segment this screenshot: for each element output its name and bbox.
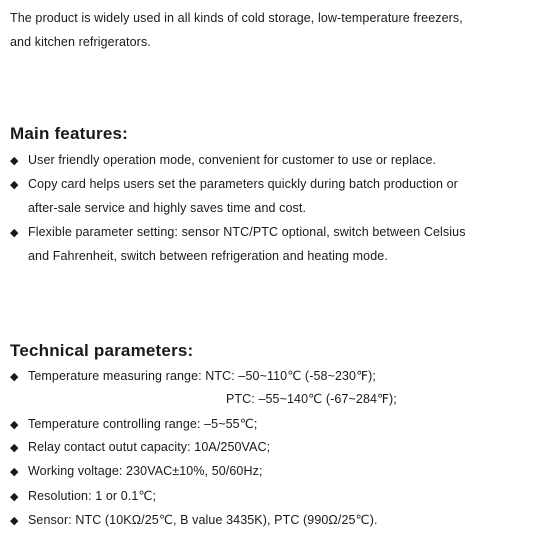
feature-item-2-continued: after-sale service and highly saves time and cost. [28,201,307,215]
tech-item-1 [10,368,376,383]
tech-item-3 [10,440,270,454]
bullet-icon: ◆ [10,442,19,454]
feature-item-1 [10,153,436,167]
feature-item-text: Flexible parameter setting: sensor NTC/PTC optional, switch between Celsius [28,225,466,239]
feature-item-text: Copy card helps users set the parameters quickly during batch production or [28,177,458,191]
bullet-icon: ◆ [10,491,19,503]
main-features-heading: Main features: [10,124,129,143]
feature-item-3 [10,225,466,239]
intro-line-1: The product is widely used in all kinds of cold storage, low-temperature freezers, [10,11,463,25]
intro-line-2: and kitchen refrigerators. [10,35,151,49]
feature-item-3-continued: and Fahrenheit, switch between refrigeration and heating mode. [28,249,388,263]
bullet-icon: ◆ [10,515,19,527]
bullet-icon: ◆ [10,179,19,191]
tech-item-2 [10,416,257,431]
feature-item-2 [10,177,458,191]
tech-item-text: Resolution: 1 or 0.1℃; [28,489,157,503]
tech-item-1-continued: PTC: –55~140℃ (-67~284℉); [226,392,397,406]
bullet-icon: ◆ [10,466,19,478]
tech-item-text: Temperature measuring range: NTC: –50~110℃ (-58~230℉); [28,369,376,383]
bullet-icon: ◆ [10,419,19,431]
bullet-icon: ◆ [10,227,19,239]
bullet-icon: ◆ [10,371,19,383]
tech-item-4 [10,464,263,478]
bullet-icon: ◆ [10,155,19,167]
feature-item-text: User friendly operation mode, convenient for customer to use or replace. [28,153,437,167]
tech-item-5 [10,488,156,503]
technical-parameters-heading: Technical parameters: [10,341,194,360]
tech-item-6 [10,512,378,527]
tech-item-text: Sensor: NTC (10KΩ/25℃, B value 3435K), PTC (990Ω/25℃). [28,513,378,527]
tech-item-text: Working voltage: 230VAC±10%, 50/60Hz; [28,464,263,478]
tech-item-text: Temperature controlling range: –5~55℃; [28,417,258,431]
tech-item-text: Relay contact outut capacity: 10A/250VAC; [28,440,271,454]
